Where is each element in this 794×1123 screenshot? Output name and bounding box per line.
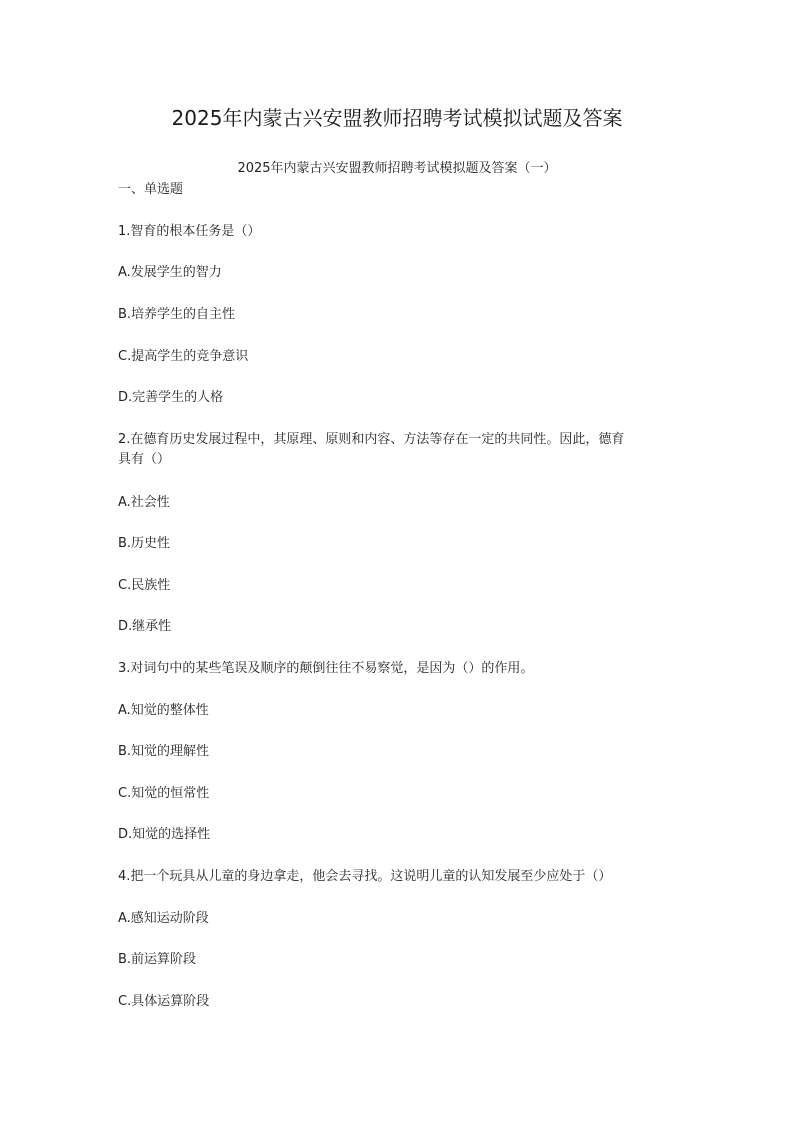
question-stem: 3.对词句中的某些笔误及顺序的颠倒往往不易察觉，是因为（）的作用。 bbox=[118, 661, 534, 676]
answer-option: B.前运算阶段 bbox=[118, 952, 197, 967]
document-subtitle: 2025年内蒙古兴安盟教师招聘考试模拟题及答案（一） bbox=[237, 161, 557, 176]
answer-option: A.社会性 bbox=[118, 495, 170, 510]
answer-option: B.历史性 bbox=[118, 536, 171, 551]
answer-option: D.完善学生的人格 bbox=[118, 390, 224, 405]
document-title: 2025年内蒙古兴安盟教师招聘考试模拟试题及答案 bbox=[171, 106, 623, 130]
question-stem-continued: 具有（） bbox=[118, 452, 171, 467]
answer-option: B.知觉的理解性 bbox=[118, 744, 210, 759]
answer-option: C.知觉的恒常性 bbox=[118, 786, 210, 801]
answer-option: C.具体运算阶段 bbox=[118, 994, 210, 1009]
answer-option: A.知觉的整体性 bbox=[118, 703, 209, 718]
section-heading: 一、单选题 bbox=[118, 182, 184, 197]
question-stem: 4.把一个玩具从儿童的身边拿走，他会去寻找。这说明儿童的认知发展至少应处于（） bbox=[118, 869, 612, 884]
answer-option: D.知觉的选择性 bbox=[118, 827, 211, 842]
answer-option: C.民族性 bbox=[118, 578, 171, 593]
question-stem: 2.在德育历史发展过程中，其原理、原则和内容、方法等存在一定的共同性。因此，德育 bbox=[118, 432, 625, 447]
answer-option: A.感知运动阶段 bbox=[118, 911, 209, 926]
answer-option: B.培养学生的自主性 bbox=[118, 307, 236, 322]
answer-option: D.继承性 bbox=[118, 619, 172, 634]
answer-option: C.提高学生的竞争意识 bbox=[118, 349, 249, 364]
question-stem: 1.智育的根本任务是（） bbox=[118, 224, 261, 239]
answer-option: A.发展学生的智力 bbox=[118, 265, 222, 280]
